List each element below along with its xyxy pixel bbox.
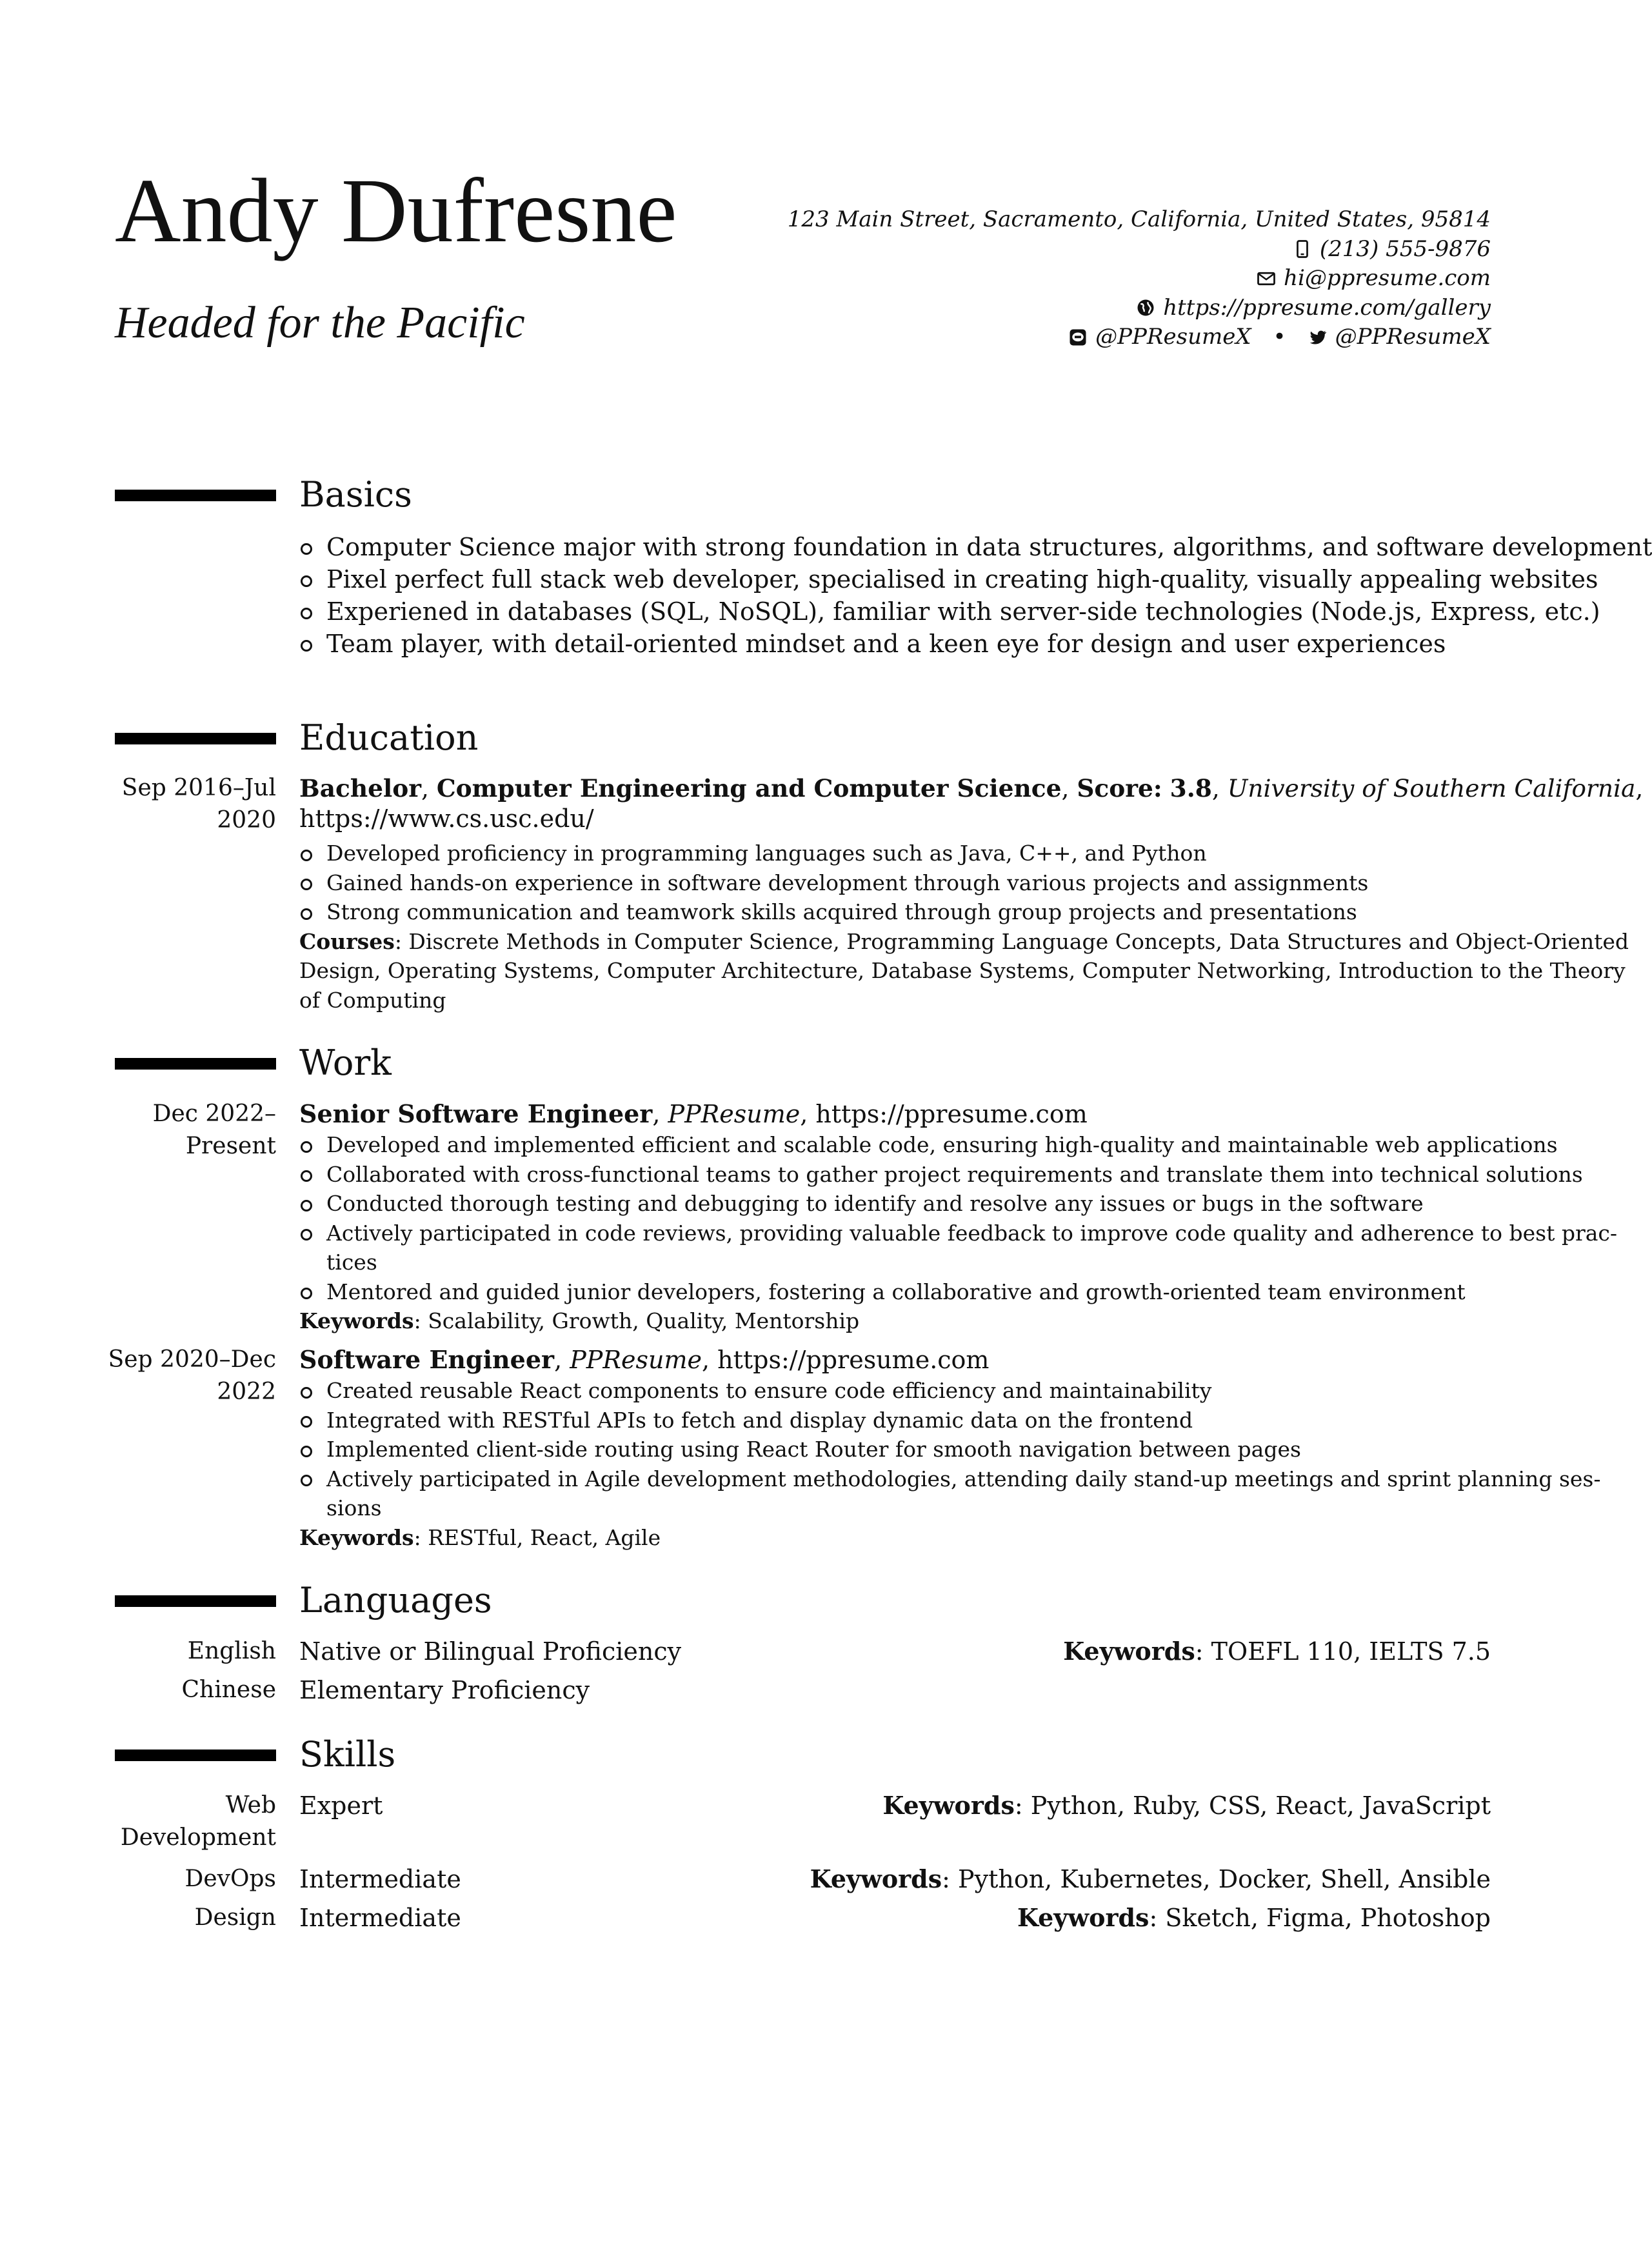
job-title-line xyxy=(299,1344,989,1376)
separator: , xyxy=(1635,774,1644,803)
score-label: Score: xyxy=(1077,774,1162,803)
keywords-line xyxy=(299,1306,1617,1336)
language-fluency: Elementary Proficiency xyxy=(299,1676,590,1704)
school-name: University of Southern California xyxy=(1227,774,1636,803)
education-list xyxy=(299,839,1629,1015)
education-url[interactable]: https://www.cs.usc.edu/ xyxy=(299,804,594,833)
list-item: Created reusable React components to ensure code efficiency and maintainability xyxy=(299,1376,1601,1406)
job-position: Senior Software Engineer xyxy=(299,1099,653,1128)
skill-name xyxy=(121,1789,276,1854)
language-keywords xyxy=(1063,1635,1491,1668)
separator: , xyxy=(701,1346,718,1374)
contact-social xyxy=(788,323,1491,352)
work-heading: Work xyxy=(299,1042,392,1083)
keywords-text: : TOEFL 110, IELTS 7.5 xyxy=(1195,1637,1491,1666)
skill-name: DevOps xyxy=(184,1866,276,1892)
work-section-bar xyxy=(115,1058,276,1070)
keywords-label: Keywords xyxy=(1063,1637,1195,1666)
list-item: Pixel perfect full stack web developer, specialised in creating high-quality, visually appealing websites xyxy=(299,563,1652,595)
list-item-continuation: tices xyxy=(326,1250,377,1275)
skill-keywords xyxy=(882,1789,1491,1822)
email-link: hi@ppresume.com xyxy=(1284,265,1491,291)
list-item: Computer Science major with strong foundation in data structures, algorithms, and software development xyxy=(299,531,1652,563)
separator: , xyxy=(554,1346,570,1374)
date-line: Sep 2016–Jul xyxy=(121,775,276,801)
skills-heading: Skills xyxy=(299,1734,396,1775)
courses-line: Design, Operating Systems, Computer Architecture, Database Systems, Computer Networking, Introduction to the Theory xyxy=(299,958,1626,983)
line-handle[interactable]: @PPResumeX xyxy=(1095,324,1251,350)
date-line: Sep 2020–Dec xyxy=(108,1346,276,1373)
address-text: 123 Main Street, Sacramento, California, United States, 95814 xyxy=(787,206,1491,232)
keywords-text: : Python, Kubernetes, Docker, Shell, Ansible xyxy=(942,1865,1491,1893)
keywords-label: Keywords xyxy=(299,1308,414,1333)
courses-text: : Discrete Methods in Computer Science, Programming Language Concepts, Data Structures and Object-Oriented xyxy=(394,928,1629,954)
list-item: Actively participated in code reviews, providing valuable feedback to improve code quality and adherence to best prac- xyxy=(299,1219,1617,1248)
skill-level: Expert xyxy=(299,1791,383,1820)
twitter-handle[interactable]: @PPResumeX xyxy=(1335,324,1491,350)
skill-level: Intermediate xyxy=(299,1865,461,1893)
job-url[interactable]: https://ppresume.com xyxy=(717,1346,990,1374)
globe-icon xyxy=(1136,298,1155,317)
keywords-text: : Scalability, Growth, Quality, Mentorship xyxy=(413,1308,860,1333)
list-item: Actively participated in Agile development methodologies, attending daily stand-up meetings and sprint planning ses- xyxy=(299,1464,1601,1494)
envelope-icon xyxy=(1257,269,1276,288)
list-item: Developed proficiency in programming languages such as Java, C++, and Python xyxy=(299,839,1629,868)
basics-heading: Basics xyxy=(299,474,412,515)
job-bullet-list xyxy=(299,1376,1601,1552)
languages-heading: Languages xyxy=(299,1580,492,1620)
keywords-label: Keywords xyxy=(299,1524,414,1550)
skills-section-bar xyxy=(115,1750,276,1761)
line-icon xyxy=(1068,328,1088,347)
basics-section-bar xyxy=(115,490,276,501)
skill-keywords xyxy=(810,1863,1491,1895)
language-name: English xyxy=(187,1638,276,1664)
skill-name: Design xyxy=(194,1904,276,1931)
major: Computer Engineering and Computer Science xyxy=(436,774,1062,803)
list-item: Gained hands-on experience in software development through various projects and assignments xyxy=(299,868,1629,898)
degree: Bachelor xyxy=(299,774,421,803)
separator: , xyxy=(1211,774,1228,803)
skill-name-line: Web xyxy=(225,1792,276,1819)
courses-line: of Computing xyxy=(299,987,446,1013)
resume-tagline: Headed for the Pacific xyxy=(115,298,525,348)
education-date xyxy=(122,772,276,837)
keywords-label: Keywords xyxy=(1017,1903,1149,1932)
list-item: Mentored and guided junior developers, fostering a collaborative and growth-oriented team environment xyxy=(299,1277,1617,1307)
separator: , xyxy=(421,774,437,803)
keywords-text: : RESTful, React, Agile xyxy=(413,1524,661,1550)
separator: , xyxy=(652,1100,668,1128)
date-line: Dec 2022– xyxy=(152,1101,276,1127)
education-title-line xyxy=(299,772,1643,804)
list-item: Experiened in databases (SQL, NoSQL), familiar with server-side technologies (Node.js, Express, etc.) xyxy=(299,595,1652,628)
job-url[interactable]: https://ppresume.com xyxy=(815,1100,1088,1128)
education-heading: Education xyxy=(299,717,479,758)
job-company: PPResume xyxy=(668,1100,801,1128)
language-name: Chinese xyxy=(181,1677,276,1703)
list-item: Collaborated with cross-functional teams to gather project requirements and translate them into technical solutions xyxy=(299,1160,1617,1190)
contact-website[interactable] xyxy=(788,294,1491,323)
contact-phone[interactable] xyxy=(788,235,1491,264)
list-item: Integrated with RESTful APIs to fetch and display dynamic data on the frontend xyxy=(299,1406,1601,1435)
keywords-label: Keywords xyxy=(810,1864,942,1893)
job-date xyxy=(108,1344,276,1408)
job-company: PPResume xyxy=(570,1346,702,1374)
language-fluency: Native or Bilingual Proficiency xyxy=(299,1637,682,1666)
job-title-line xyxy=(299,1098,1088,1130)
separator: , xyxy=(800,1100,816,1128)
keywords-label: Keywords xyxy=(882,1791,1015,1820)
languages-section-bar xyxy=(115,1595,276,1607)
list-item: Implemented client-side routing using React Router for smooth navigation between pages xyxy=(299,1435,1601,1464)
separator: , xyxy=(1061,774,1077,803)
separator-dot: • xyxy=(1273,324,1286,350)
skill-name-line: Development xyxy=(120,1824,276,1851)
contact-address xyxy=(788,205,1491,235)
job-date xyxy=(153,1098,276,1162)
date-line: Present xyxy=(185,1133,276,1159)
date-line: 2022 xyxy=(217,1379,276,1405)
phone-icon xyxy=(1293,239,1312,259)
score-value: 3.8 xyxy=(1169,774,1212,803)
keywords-text: : Sketch, Figma, Photoshop xyxy=(1149,1904,1491,1932)
courses-line xyxy=(299,927,1629,957)
job-position: Software Engineer xyxy=(299,1345,555,1374)
list-item: Team player, with detail-oriented mindset and a keen eye for design and user experiences xyxy=(299,628,1652,660)
list-item: Developed and implemented efficient and scalable code, ensuring high-quality and maintainable web applications xyxy=(299,1130,1617,1160)
list-item: Strong communication and teamwork skills acquired through group projects and presentations xyxy=(299,897,1629,927)
skill-keywords xyxy=(1017,1902,1491,1934)
education-section-bar xyxy=(115,733,276,744)
date-line: 2020 xyxy=(217,807,276,833)
keywords-line xyxy=(299,1523,1601,1553)
keywords-text: : Python, Ruby, CSS, React, JavaScript xyxy=(1014,1791,1491,1820)
courses-label: Courses xyxy=(299,928,395,954)
contact-block xyxy=(788,205,1491,352)
basics-list xyxy=(299,531,1652,660)
skill-level: Intermediate xyxy=(299,1904,461,1932)
phone-text: (213) 555-9876 xyxy=(1319,235,1491,262)
list-item-continuation: sions xyxy=(326,1495,382,1520)
contact-email[interactable] xyxy=(788,264,1491,294)
list-item: Conducted thorough testing and debugging to identify and resolve any issues or bugs in the software xyxy=(299,1189,1617,1219)
twitter-icon xyxy=(1308,328,1328,347)
job-bullet-list xyxy=(299,1130,1617,1336)
website-link: https://ppresume.com/gallery xyxy=(1163,294,1491,321)
resume-name: Andy Dufresne xyxy=(115,159,677,261)
